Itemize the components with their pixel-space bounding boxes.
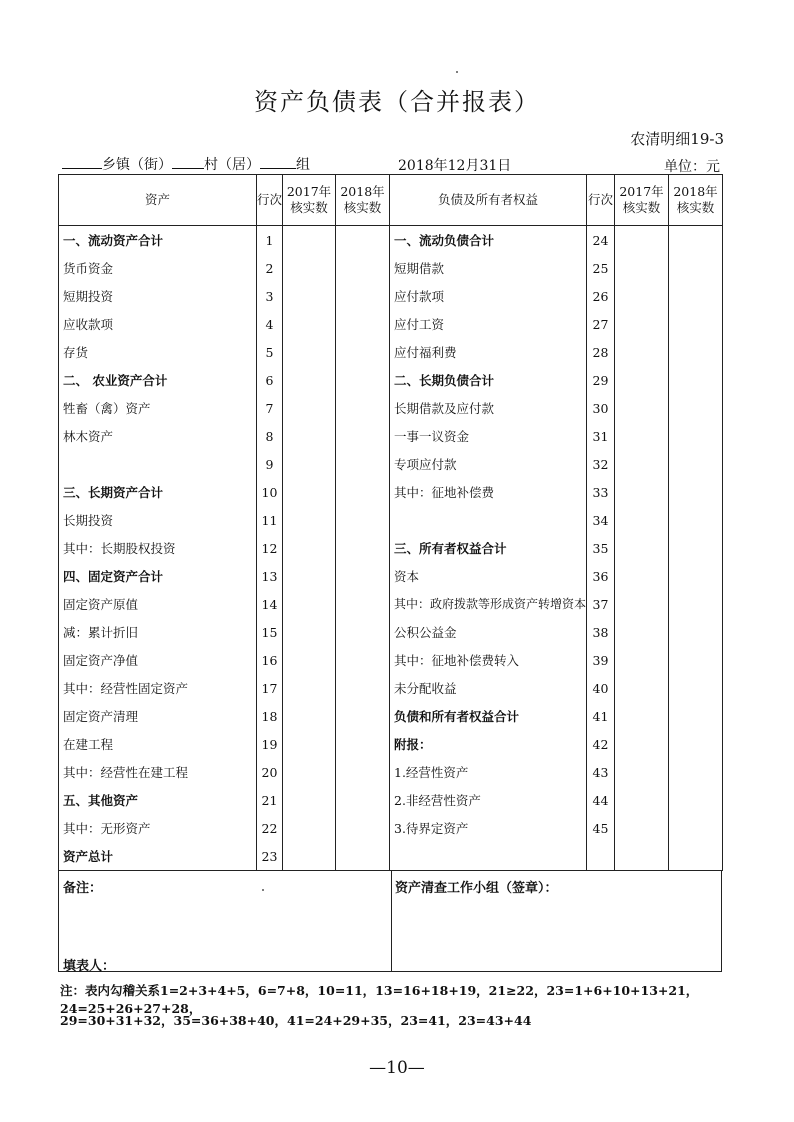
asset-line-no: 12: [257, 534, 283, 562]
liability-line-no: 38: [587, 618, 615, 646]
liability-line-no: 35: [587, 534, 615, 562]
asset-2017-value[interactable]: [283, 562, 336, 590]
liability-2017-value[interactable]: [615, 730, 669, 758]
asset-2018-value[interactable]: [336, 422, 390, 450]
asset-line-no: 21: [257, 786, 283, 814]
liability-label: 3.待界定资产: [390, 814, 587, 842]
asset-2017-value[interactable]: [283, 618, 336, 646]
asset-2017-value[interactable]: [283, 842, 336, 871]
asset-2018-value[interactable]: [336, 310, 390, 338]
asset-2018-value[interactable]: [336, 226, 390, 255]
liability-2017-value[interactable]: [615, 842, 669, 871]
scan-speck: [262, 889, 264, 891]
liability-line-no: 26: [587, 282, 615, 310]
page-title: 资产负债表（合并报表）: [254, 88, 540, 116]
asset-2018-value[interactable]: [336, 590, 390, 618]
asset-label: 二、 农业资产合计: [59, 366, 257, 394]
asset-2017-value[interactable]: [283, 282, 336, 310]
form-code: 农清明细19-3: [630, 130, 724, 148]
asset-label: 固定资产原值: [59, 590, 257, 618]
team-signature-box[interactable]: [391, 871, 721, 971]
liability-line-no: 40: [587, 674, 615, 702]
asset-2018-value[interactable]: [336, 702, 390, 730]
asset-label: 林木资产: [59, 422, 257, 450]
liability-label: 一事一议资金: [390, 422, 587, 450]
asset-2018-value[interactable]: [336, 282, 390, 310]
y2017-header: 2017年核实数: [615, 175, 669, 226]
y2018-header: 2018年核实数: [669, 175, 723, 226]
balance-sheet-table: [58, 174, 723, 871]
preparer-label: 填表人：: [63, 959, 116, 974]
liability-2018-value[interactable]: [669, 562, 723, 590]
report-header: [62, 154, 722, 174]
table-row: [59, 814, 723, 842]
liability-line-no: [587, 842, 615, 871]
liability-2017-value[interactable]: [615, 534, 669, 562]
village-label: 村（居）: [204, 157, 260, 173]
asset-2017-value[interactable]: [283, 702, 336, 730]
asset-2017-value[interactable]: [283, 310, 336, 338]
asset-line-no: 11: [257, 506, 283, 534]
asset-line-no: 5: [257, 338, 283, 366]
asset-label: 牲畜（禽）资产: [59, 394, 257, 422]
liability-2018-value[interactable]: [669, 506, 723, 534]
table-row: [59, 478, 723, 506]
liability-2017-value[interactable]: [615, 702, 669, 730]
table-row: [59, 786, 723, 814]
asset-2017-value[interactable]: [283, 422, 336, 450]
asset-line-no: 23: [257, 842, 283, 871]
table-row: [59, 394, 723, 422]
asset-2017-value[interactable]: [283, 786, 336, 814]
scan-speck: [456, 71, 458, 73]
asset-line-no: 22: [257, 814, 283, 842]
asset-label: 其中：无形资产: [59, 814, 257, 842]
liability-2018-value[interactable]: [669, 450, 723, 478]
liability-label: 一、流动负债合计: [390, 226, 587, 255]
asset-2018-value[interactable]: [336, 730, 390, 758]
liability-2017-value[interactable]: [615, 338, 669, 366]
liability-2017-value[interactable]: [615, 394, 669, 422]
liability-2017-value[interactable]: [615, 646, 669, 674]
liability-2018-value[interactable]: [669, 842, 723, 871]
asset-line-no: 16: [257, 646, 283, 674]
liability-line-no: 34: [587, 506, 615, 534]
asset-2017-value[interactable]: [283, 674, 336, 702]
liability-line-no: 36: [587, 562, 615, 590]
asset-2018-value[interactable]: [336, 814, 390, 842]
liability-2018-value[interactable]: [669, 310, 723, 338]
asset-2017-value[interactable]: [283, 226, 336, 255]
asset-2018-value[interactable]: [336, 786, 390, 814]
liability-2018-value[interactable]: [669, 366, 723, 394]
asset-2018-value[interactable]: [336, 478, 390, 506]
asset-line-no: 7: [257, 394, 283, 422]
liability-2017-value[interactable]: [615, 562, 669, 590]
y2018-header: 2018年核实数: [336, 175, 390, 226]
asset-label: 三、长期资产合计: [59, 478, 257, 506]
page-number: —10—: [369, 1058, 425, 1078]
liability-2017-value[interactable]: [615, 310, 669, 338]
asset-2017-value[interactable]: [283, 254, 336, 282]
liability-label: 附报：: [390, 730, 587, 758]
liability-2017-value[interactable]: [615, 590, 669, 618]
asset-2017-value[interactable]: [283, 534, 336, 562]
liability-2017-value[interactable]: [615, 618, 669, 646]
asset-line-no: 13: [257, 562, 283, 590]
y2017-header: 2017年核实数: [283, 175, 336, 226]
liability-2018-value[interactable]: [669, 590, 723, 618]
liability-label: 长期借款及应付款: [390, 394, 587, 422]
asset-2018-value[interactable]: [336, 254, 390, 282]
liability-line-no: 37: [587, 590, 615, 618]
table-row: [59, 422, 723, 450]
liability-2018-value[interactable]: [669, 478, 723, 506]
asset-2017-value[interactable]: [283, 758, 336, 786]
asset-line-no: 15: [257, 618, 283, 646]
table-row: [59, 702, 723, 730]
asset-2018-value[interactable]: [336, 394, 390, 422]
asset-2017-value[interactable]: [283, 450, 336, 478]
liability-label: 应付工资: [390, 310, 587, 338]
asset-2017-value[interactable]: [283, 338, 336, 366]
asset-2017-value[interactable]: [283, 478, 336, 506]
liability-label: 应付福利费: [390, 338, 587, 366]
liability-2018-value[interactable]: [669, 226, 723, 255]
asset-label: 其中：长期股权投资: [59, 534, 257, 562]
liability-label: 专项应付款: [390, 450, 587, 478]
asset-2017-value[interactable]: [283, 814, 336, 842]
liability-label: [390, 842, 587, 871]
asset-line-no: 18: [257, 702, 283, 730]
asset-line-no: 4: [257, 310, 283, 338]
notes-box[interactable]: [59, 871, 392, 974]
liability-2018-value[interactable]: [669, 254, 723, 282]
remarks-section: [58, 870, 722, 972]
liability-2017-value[interactable]: [615, 478, 669, 506]
asset-label: 其中：经营性固定资产: [59, 674, 257, 702]
asset-line-no: 19: [257, 730, 283, 758]
asset-2017-value[interactable]: [283, 730, 336, 758]
liability-2017-value[interactable]: [615, 758, 669, 786]
asset-label: 固定资产净值: [59, 646, 257, 674]
liability-2018-value[interactable]: [669, 758, 723, 786]
table-row: [59, 226, 723, 255]
asset-line-no: 14: [257, 590, 283, 618]
table-row: [59, 366, 723, 394]
liability-2017-value[interactable]: [615, 506, 669, 534]
table-row: [59, 730, 723, 758]
liability-line-no: 31: [587, 422, 615, 450]
asset-2018-value[interactable]: [336, 562, 390, 590]
asset-label: 四、固定资产合计: [59, 562, 257, 590]
liability-2017-value[interactable]: [615, 226, 669, 255]
asset-label: 长期投资: [59, 506, 257, 534]
liability-label: 负债和所有者权益合计: [390, 702, 587, 730]
footnote-line-2: 29=30+31+32，35=36+38+40，41=24+29+35，23=41，23=43+44: [60, 1013, 532, 1028]
asset-line-no: 1: [257, 226, 283, 255]
table-row: [59, 646, 723, 674]
team-signature-label: 资产清查工作小组（签章）：: [395, 881, 558, 896]
liability-2017-value[interactable]: [615, 282, 669, 310]
asset-label: 应收款项: [59, 310, 257, 338]
liability-2017-value[interactable]: [615, 814, 669, 842]
asset-2018-value[interactable]: [336, 646, 390, 674]
liability-2018-value[interactable]: [669, 394, 723, 422]
table-header-row: [59, 175, 723, 226]
table-row: [59, 450, 723, 478]
liability-line-no: 24: [587, 226, 615, 255]
liability-2018-value[interactable]: [669, 814, 723, 842]
asset-label: 资产总计: [59, 842, 257, 871]
liability-2018-value[interactable]: [669, 674, 723, 702]
liability-2018-value[interactable]: [669, 338, 723, 366]
liability-2017-value[interactable]: [615, 786, 669, 814]
liability-2017-value[interactable]: [615, 450, 669, 478]
asset-2018-value[interactable]: [336, 758, 390, 786]
liability-line-no: 33: [587, 478, 615, 506]
table-row: [59, 254, 723, 282]
liability-2018-value[interactable]: [669, 702, 723, 730]
asset-2017-value[interactable]: [283, 646, 336, 674]
asset-label: 其中：经营性在建工程: [59, 758, 257, 786]
liability-line-no: 45: [587, 814, 615, 842]
table-row: [59, 842, 723, 871]
liability-label: 未分配收益: [390, 674, 587, 702]
table-row: [59, 310, 723, 338]
asset-line-no: 8: [257, 422, 283, 450]
village-blank[interactable]: [172, 156, 204, 169]
liability-label: 二、长期负债合计: [390, 366, 587, 394]
line-no-header: 行次: [257, 175, 283, 226]
liability-line-no: 29: [587, 366, 615, 394]
liability-2018-value[interactable]: [669, 618, 723, 646]
liability-2018-value[interactable]: [669, 422, 723, 450]
liability-2017-value[interactable]: [615, 674, 669, 702]
table-row: [59, 282, 723, 310]
asset-2018-value[interactable]: [336, 366, 390, 394]
liability-label: 短期借款: [390, 254, 587, 282]
asset-2018-value[interactable]: [336, 842, 390, 871]
asset-line-no: 3: [257, 282, 283, 310]
asset-2018-value[interactable]: [336, 506, 390, 534]
group-blank[interactable]: [260, 156, 296, 169]
group-label: 组: [296, 157, 310, 173]
table-row: [59, 338, 723, 366]
asset-2018-value[interactable]: [336, 338, 390, 366]
table-row: [59, 674, 723, 702]
asset-2017-value[interactable]: [283, 506, 336, 534]
unit-label: 单位：元: [664, 159, 720, 175]
asset-line-no: 9: [257, 450, 283, 478]
liability-label: 其中：征地补偿费: [390, 478, 587, 506]
asset-label: 短期投资: [59, 282, 257, 310]
asset-label: 固定资产清理: [59, 702, 257, 730]
liability-label: 应付款项: [390, 282, 587, 310]
liability-label: [390, 506, 587, 534]
liability-2018-value[interactable]: [669, 730, 723, 758]
asset-2017-value[interactable]: [283, 366, 336, 394]
liability-label: 资本: [390, 562, 587, 590]
footnote-line-1: 注：表内勾稽关系1=2+3+4+5，6=7+8，10=11，13=16+18+19，21≥22，23=1+6+10+13+21，24=25+26+27+28，: [60, 983, 699, 1016]
asset-line-no: 17: [257, 674, 283, 702]
table-row: [59, 618, 723, 646]
liability-2018-value[interactable]: [669, 646, 723, 674]
liability-label: 三、所有者权益合计: [390, 534, 587, 562]
town-blank[interactable]: [62, 156, 102, 169]
report-date: 2018年12月31日: [398, 158, 512, 174]
town-label: 乡镇（街）: [102, 157, 172, 173]
liabilities-header: 负债及所有者权益: [390, 175, 587, 226]
liability-label: 1.经营性资产: [390, 758, 587, 786]
liability-line-no: 27: [587, 310, 615, 338]
liability-2017-value[interactable]: [615, 366, 669, 394]
asset-label: [59, 450, 257, 478]
asset-2018-value[interactable]: [336, 618, 390, 646]
liability-2018-value[interactable]: [669, 282, 723, 310]
asset-label: 五、其他资产: [59, 786, 257, 814]
table-row: [59, 590, 723, 618]
line-no-header: 行次: [587, 175, 615, 226]
table-row: [59, 506, 723, 534]
asset-line-no: 2: [257, 254, 283, 282]
liability-label: 公积公益金: [390, 618, 587, 646]
asset-line-no: 20: [257, 758, 283, 786]
asset-label: 减：累计折旧: [59, 618, 257, 646]
liability-label: 其中：征地补偿费转入: [390, 646, 587, 674]
table-row: [59, 562, 723, 590]
liability-line-no: 42: [587, 730, 615, 758]
liability-2017-value[interactable]: [615, 254, 669, 282]
asset-2017-value[interactable]: [283, 590, 336, 618]
assets-header: 资产: [59, 175, 257, 226]
asset-2018-value[interactable]: [336, 534, 390, 562]
liability-line-no: 39: [587, 646, 615, 674]
asset-line-no: 10: [257, 478, 283, 506]
liability-2018-value[interactable]: [669, 534, 723, 562]
liability-label: 2.非经营性资产: [390, 786, 587, 814]
liability-line-no: 30: [587, 394, 615, 422]
asset-2018-value[interactable]: [336, 674, 390, 702]
table-row: [59, 534, 723, 562]
notes-label: 备注：: [63, 881, 103, 896]
asset-label: 货币资金: [59, 254, 257, 282]
asset-2018-value[interactable]: [336, 450, 390, 478]
asset-label: 存货: [59, 338, 257, 366]
liability-2018-value[interactable]: [669, 786, 723, 814]
liability-line-no: 32: [587, 450, 615, 478]
asset-label: 在建工程: [59, 730, 257, 758]
liability-line-no: 43: [587, 758, 615, 786]
liability-2017-value[interactable]: [615, 422, 669, 450]
liability-line-no: 28: [587, 338, 615, 366]
liability-line-no: 44: [587, 786, 615, 814]
liability-line-no: 25: [587, 254, 615, 282]
asset-line-no: 6: [257, 366, 283, 394]
asset-2017-value[interactable]: [283, 394, 336, 422]
liability-label: 其中：政府拨款等形成资产转增资本: [390, 590, 587, 618]
table-row: [59, 758, 723, 786]
liability-line-no: 41: [587, 702, 615, 730]
asset-label: 一、流动资产合计: [59, 226, 257, 255]
